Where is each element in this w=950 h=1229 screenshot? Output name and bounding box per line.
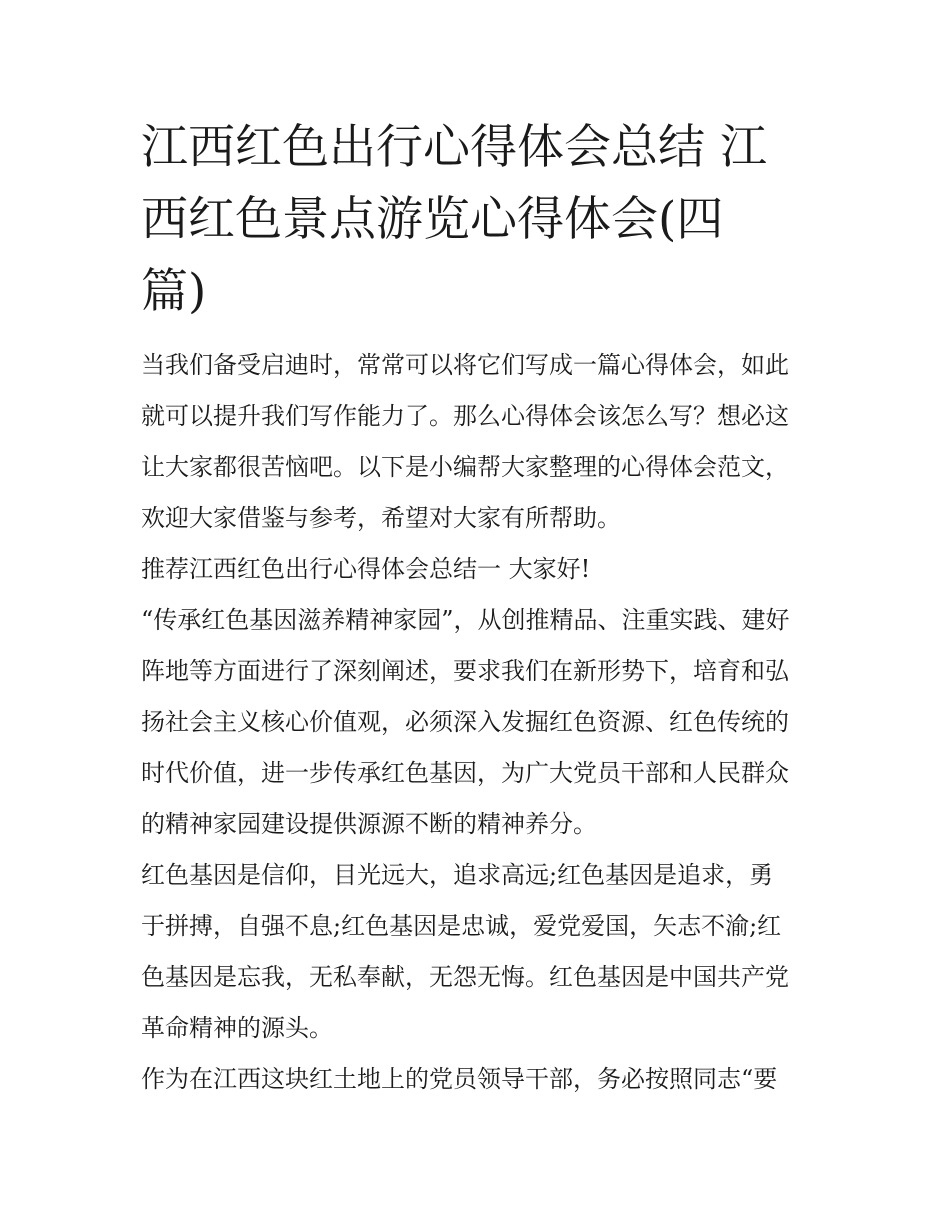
text-line: 的精神家园建设提供源源不断的精神养分。 — [141, 810, 597, 838]
body-paragraph — [141, 850, 813, 1054]
text-line: 时代价值，进一步传承红色基因，为广大党员干部和人民群众 — [141, 759, 789, 787]
title-line: 西红色景点游览心得体会(四 — [141, 192, 724, 247]
text-line: 作为在江西这块红土地上的党员领导干部，务必按照同志“要 — [141, 1065, 778, 1093]
intro-paragraph — [141, 340, 813, 544]
text-line: 当我们备受启迪时，常常可以将它们写成一篇心得体会，如此 — [141, 351, 789, 379]
text-line: “传承红色基因滋养精神家园”，从创推精品、注重实践、建好 — [141, 606, 790, 634]
document-title — [141, 112, 813, 328]
text-line: 红色基因是信仰，目光远大，追求高远;红色基因是追求，勇 — [141, 861, 774, 889]
text-line: 扬社会主义核心价值观，必须深入发掘红色资源、红色传统的 — [141, 708, 789, 736]
text-line: 色基因是忘我，无私奉献，无怨无悔。红色基因是中国共产党 — [141, 963, 789, 991]
body-paragraph — [141, 595, 813, 850]
body-paragraph — [141, 1054, 813, 1105]
text-line: 让大家都很苦恼吧。以下是小编帮大家整理的心得体会范文， — [141, 453, 789, 481]
text-line: 阵地等方面进行了深刻阐述，要求我们在新形势下，培育和弘 — [141, 657, 789, 685]
text-line: 革命精神的源头。 — [141, 1014, 333, 1042]
text-line: 于拼搏，自强不息;红色基因是忠诚，爱党爱国，矢志不渝;红 — [141, 912, 782, 940]
text-line: 就可以提升我们写作能力了。那么心得体会该怎么写？想必这 — [141, 402, 789, 430]
title-line: 江西红色出行心得体会总结 江 — [141, 120, 767, 175]
text-line: 欢迎大家借鉴与参考，希望对大家有所帮助。 — [141, 504, 621, 532]
section-heading-paragraph — [141, 544, 813, 595]
document-page — [141, 112, 813, 1105]
title-line: 篇) — [141, 264, 207, 319]
text-line: 推荐江西红色出行心得体会总结一 大家好! — [141, 555, 591, 583]
